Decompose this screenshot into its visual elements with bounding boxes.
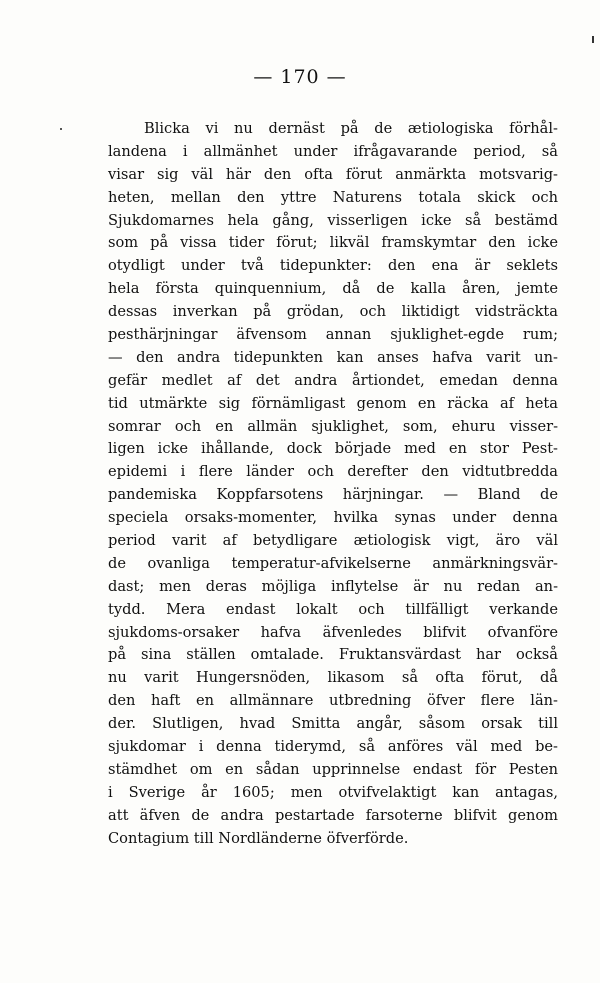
text-line: Blicka vi nu dernäst på de ætiologiska förhål- [144,120,558,137]
text-line: Sjukdomarnes hela gång, visserligen icke så bestämd [108,211,558,229]
text-line: dast; men deras möjliga inflytelse är nu redan an- [108,577,558,595]
text-line: dessas inverkan på grödan, och liktidigt vidsträckta [108,303,558,321]
text-line: sjukdomar i denna tiderymd, så anföres väl med be- [108,738,558,756]
page-number: — 170 — [253,66,347,88]
text-line: den haft en allmännare utbredning öfver flere län- [108,692,558,710]
text-line: Contagium till Nordländerne öfverförde. [108,829,409,847]
body-text [108,118,558,851]
print-speck [60,128,62,130]
text-line: stämdhet om en sådan upprinnelse endast för Pesten [108,760,558,778]
print-speck [592,36,594,43]
text-line: somrar och en allmän sjuklighet, som, ehuru visser- [108,417,558,435]
text-line: heten, mellan den yttre Naturens totala skick och [108,188,558,206]
text-line: nu varit Hungersnöden, likasom så ofta förut, då [108,669,558,687]
text-line: landena i allmänhet under ifrågavarande period, så [108,142,558,160]
text-line: pesthärjningar äfvensom annan sjuklighet-egde rum; [108,326,558,344]
text-line: ligen icke ihållande, dock började med en stor Pest- [108,440,558,458]
text-line: otydligt under två tidepunkter: den ena är seklets [108,257,558,275]
text-line: hela första quinquennium, då de kalla åren, jemte [108,280,558,298]
text-line: visar sig väl här den ofta förut anmärkta motsvarig- [108,165,558,183]
text-line: som på vissa tider förut; likväl framskymtar den icke [108,234,558,252]
text-line: epidemi i flere länder och derefter den vidtutbredda [108,463,558,481]
text-line: på sina ställen omtalade. Fruktansvärdast har också [108,646,558,664]
text-line: pandemiska Koppfarsotens härjningar. — Bland de [108,486,558,504]
text-line: de ovanliga temperatur-afvikelserne anmärkningsvär- [108,554,558,572]
text-line: att äfven de andra pestartade farsoterne blifvit genom [108,806,558,824]
text-line: i Sverige år 1605; men otvifvelaktigt kan antagas, [108,783,558,801]
text-line: tid utmärkte sig förnämligast genom en räcka af heta [108,394,558,412]
text-line: speciela orsaks-momenter, hvilka synas under denna [108,509,558,527]
text-line: gefär medlet af det andra årtiondet, emedan denna [108,371,558,389]
text-line: — den andra tidepunkten kan anses hafva varit un- [108,348,558,366]
text-line: der. Slutligen, hvad Smitta angår, såsom orsak till [108,715,558,733]
text-line: period varit af betydligare ætiologisk vigt, äro väl [108,532,558,550]
text-line: sjukdoms-orsaker hafva äfvenledes blifvit ofvanföre [108,623,558,641]
text-line: tydd. Mera endast lokalt och tillfälligt verkande [108,600,558,618]
